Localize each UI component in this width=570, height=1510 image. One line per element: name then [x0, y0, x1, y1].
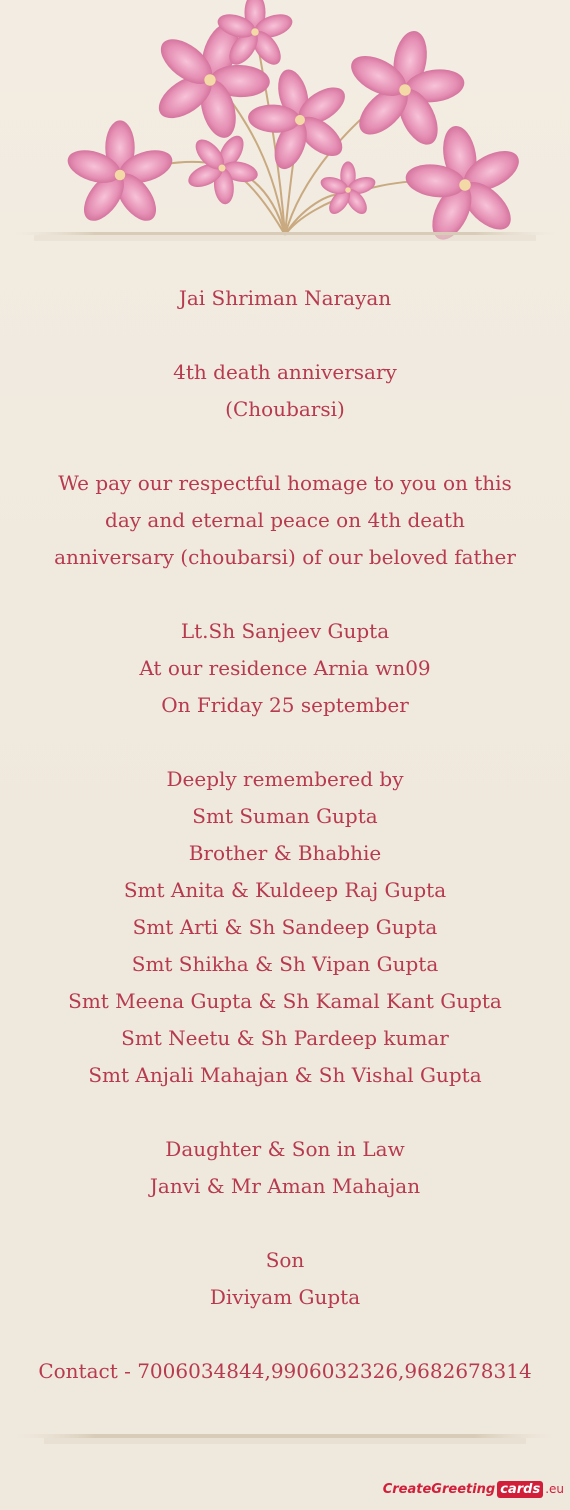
- message-line: Smt Arti & Sh Sandeep Gupta: [132, 915, 438, 939]
- brand-name: CreateGreeting: [382, 1481, 496, 1497]
- brand-logo[interactable]: [383, 1472, 564, 1506]
- message-line: Smt Neetu & Sh Pardeep kumar: [121, 1026, 449, 1050]
- spacer: [0, 428, 570, 465]
- message-line: (Choubarsi): [225, 397, 345, 421]
- message-line: Jai Shriman Narayan: [178, 286, 392, 310]
- message-line: Smt Meena Gupta & Sh Kamal Kant Gupta: [68, 989, 502, 1013]
- message-line: At our residence Arnia wn09: [139, 656, 431, 680]
- brand-tld: .eu: [545, 1482, 564, 1496]
- spacer: [0, 724, 570, 761]
- spacer: [0, 317, 570, 354]
- message-line: Daughter & Son in Law: [165, 1137, 405, 1161]
- message-line: We pay our respectful homage to you on this day and eternal peace on 4th death anniversary (choubarsi) of our beloved father: [54, 471, 516, 569]
- message-line: Brother & Bhabhie: [188, 841, 382, 865]
- brand-box: cards: [497, 1481, 543, 1498]
- message-line: Lt.Sh Sanjeev Gupta: [180, 619, 390, 643]
- message-line: Contact - 7006034844,9906032326,9682678314: [38, 1359, 532, 1383]
- spacer: [0, 576, 570, 613]
- message-line: Diviyam Gupta: [209, 1285, 361, 1309]
- message-line: Smt Shikha & Sh Vipan Gupta: [131, 952, 439, 976]
- message-line: 4th death anniversary: [173, 360, 397, 384]
- spacer: [0, 1316, 570, 1353]
- message-line: On Friday 25 september: [161, 693, 409, 717]
- message-line: Smt Anita & Kuldeep Raj Gupta: [123, 878, 447, 902]
- card-message: [0, 280, 570, 1390]
- bottom-divider: [14, 1432, 556, 1446]
- message-line: Deeply remembered by: [166, 767, 404, 791]
- message-line: Janvi & Mr Aman Mahajan: [149, 1174, 421, 1198]
- top-divider: [14, 228, 556, 242]
- spacer: [0, 1094, 570, 1131]
- spacer: [0, 1205, 570, 1242]
- message-line: Son: [265, 1248, 305, 1272]
- message-line: Smt Suman Gupta: [192, 804, 378, 828]
- message-line: Smt Anjali Mahajan & Sh Vishal Gupta: [88, 1063, 482, 1087]
